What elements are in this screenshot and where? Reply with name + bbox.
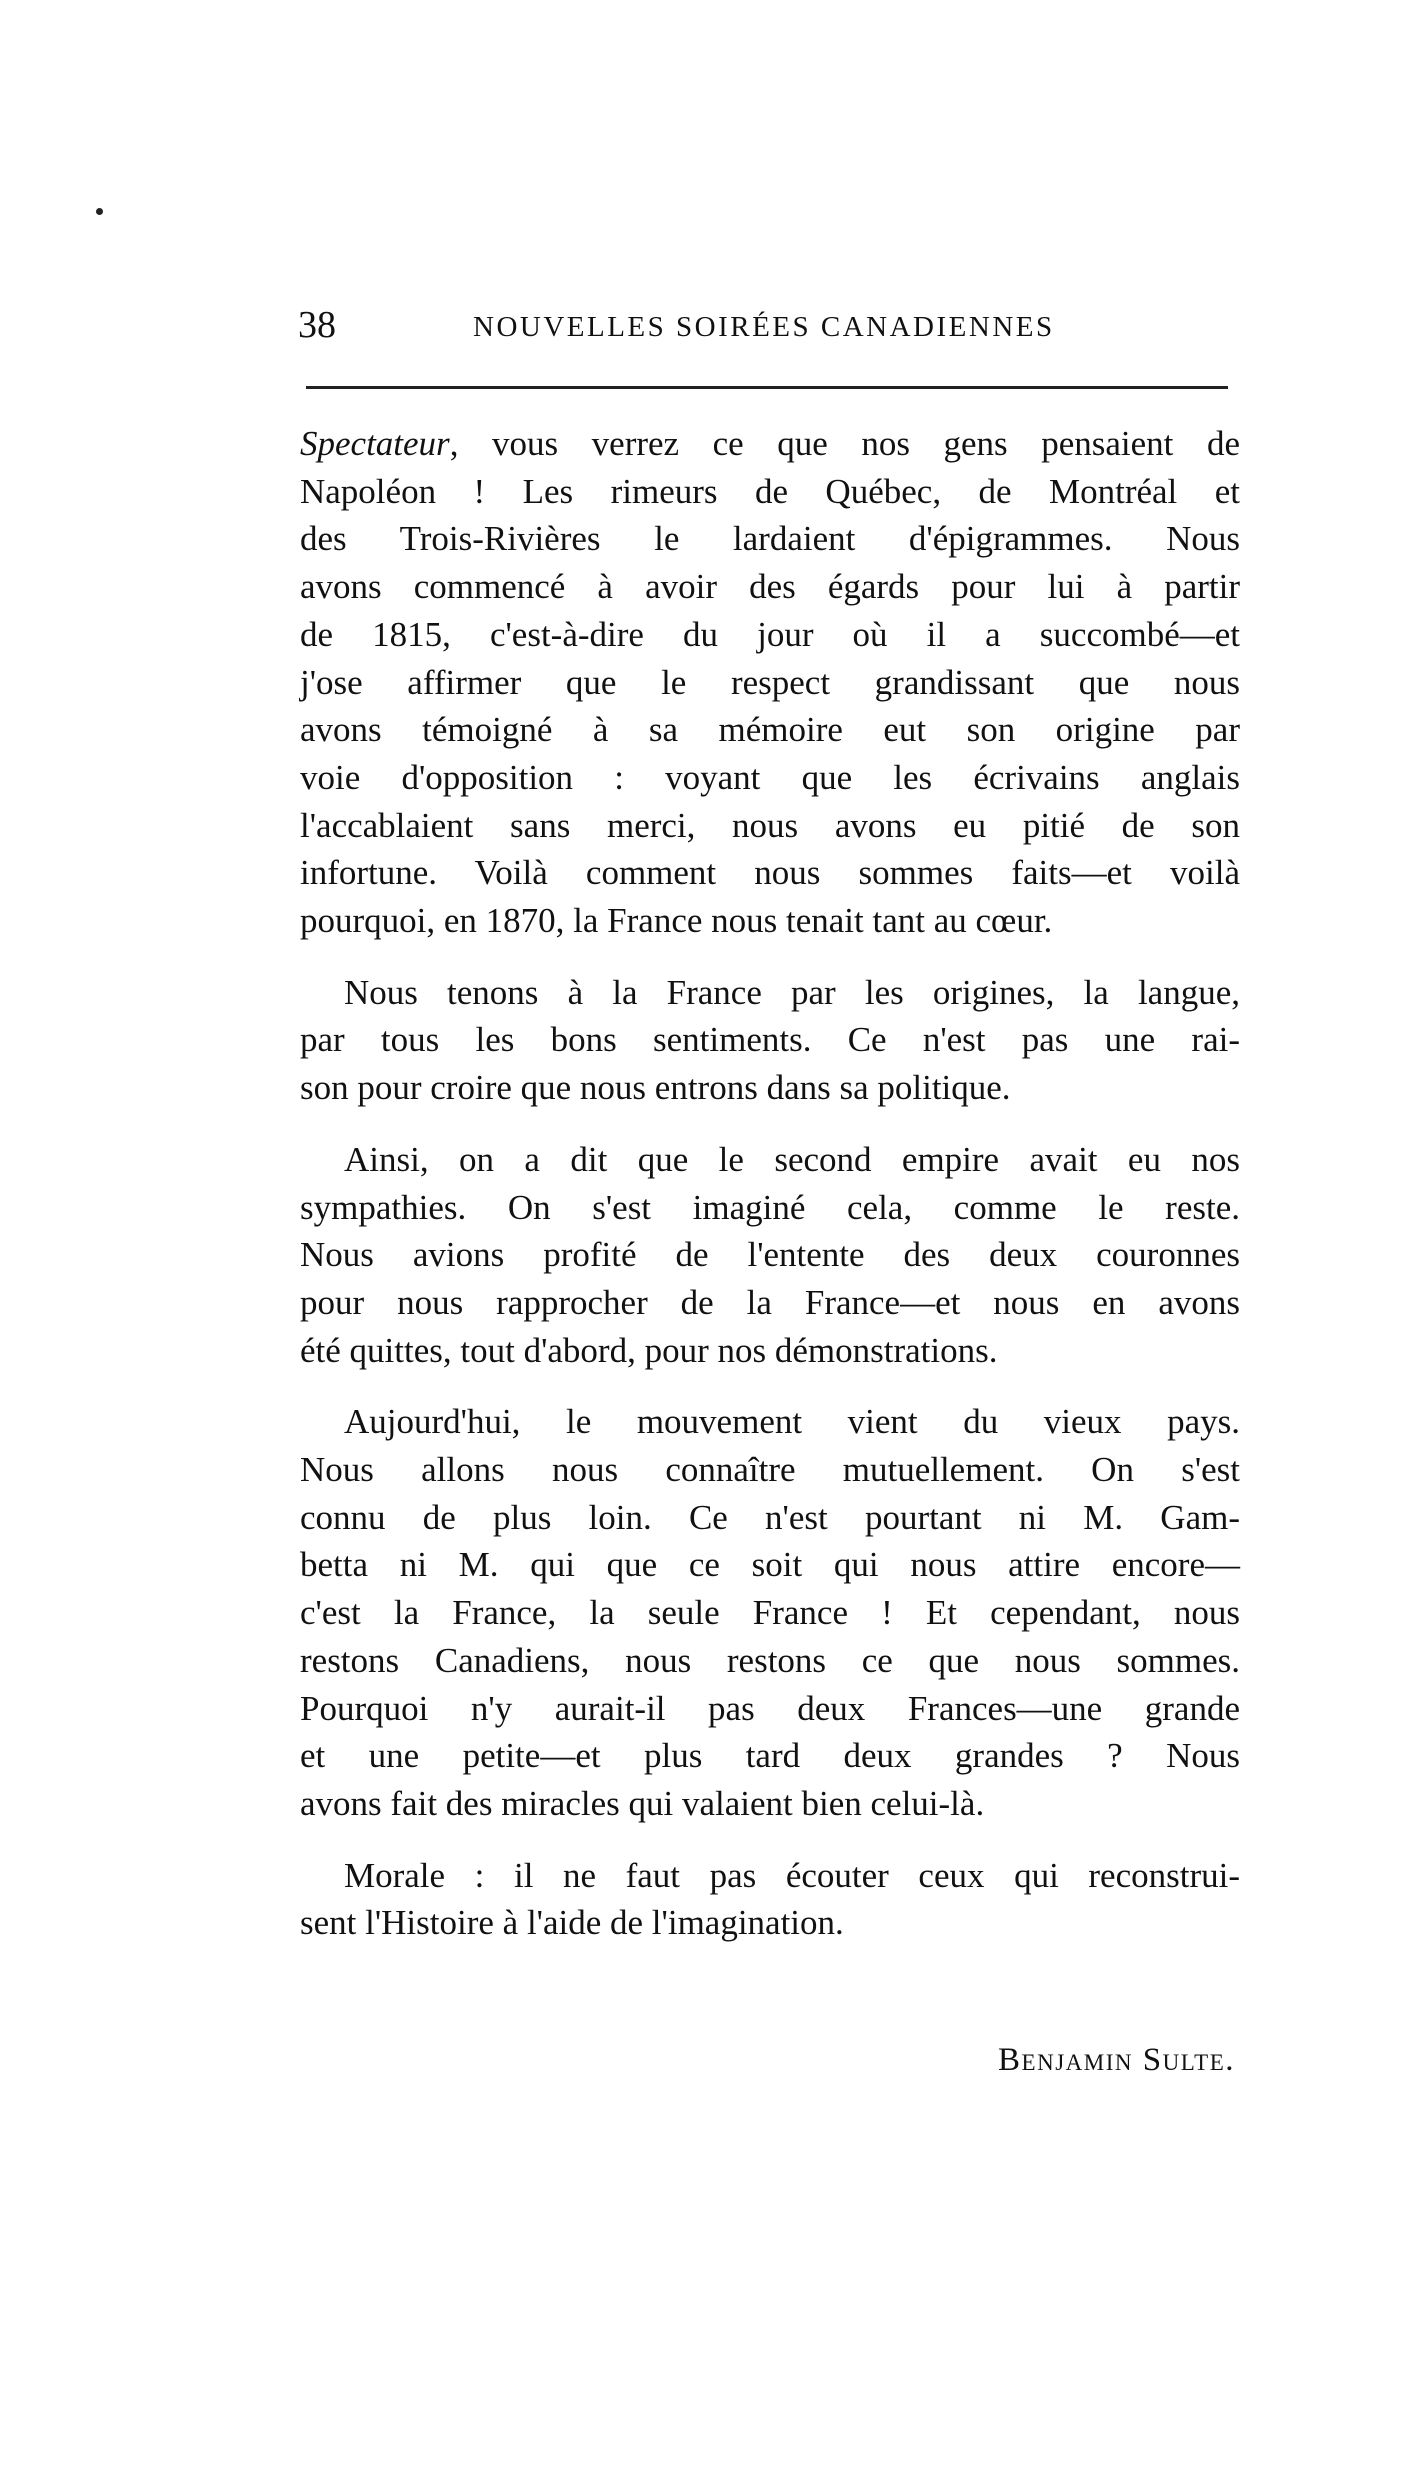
text-line: et une petite—et plus tard deux grandes ? Nous — [300, 1736, 1240, 1776]
text-line: sent l'Histoire à l'aide de l'imagination. — [300, 1903, 844, 1943]
text-line: connu de plus loin. Ce n'est pourtant ni M. Gam- — [300, 1497, 1240, 1537]
italic-word: Spectateur — [300, 424, 450, 463]
text-line: Nous allons nous connaître mutuellement. On s'est — [300, 1450, 1240, 1490]
paragraph-4 — [300, 1398, 1240, 1827]
text-line: voie d'opposition : voyant que les écrivains anglais — [300, 757, 1240, 797]
text-line: c'est la France, la seule France ! Et cependant, nous — [300, 1593, 1240, 1633]
text-line: pourquoi, en 1870, la France nous tenait tant au cœur. — [300, 901, 1053, 941]
text-line: avons témoigné à sa mémoire eut son origine par — [300, 710, 1240, 750]
text-line: par tous les bons sentiments. Ce n'est pas une rai- — [300, 1020, 1240, 1060]
text-line: Morale : il ne faut pas écouter ceux qui reconstrui- — [344, 1855, 1240, 1895]
author-signature: Benjamin Sulte. — [998, 2042, 1235, 2078]
text-line: Napoléon ! Les rimeurs de Québec, de Montréal et — [300, 471, 1240, 511]
text-line: Ainsi, on a dit que le second empire avait eu nos — [344, 1139, 1240, 1179]
text-line: son pour croire que nous entrons dans sa politique. — [300, 1068, 1011, 1108]
text-line: Nous tenons à la France par les origines, la langue, — [344, 972, 1240, 1012]
body-text — [300, 420, 1240, 1971]
header-rule — [306, 386, 1228, 389]
page-number: 38 — [298, 304, 336, 346]
paragraph-2 — [300, 969, 1240, 1112]
text-line: Pourquoi n'y aurait-il pas deux Frances—une grande — [300, 1688, 1240, 1728]
text-line: des Trois-Rivières le lardaient d'épigrammes. Nous — [300, 519, 1240, 559]
paragraph-1 — [300, 420, 1240, 945]
text-line — [300, 420, 1240, 468]
running-head — [298, 300, 1234, 350]
text-line: betta ni M. qui que ce soit qui nous attire encore— — [300, 1545, 1240, 1585]
text-line: avons commencé à avoir des égards pour lui à partir — [300, 567, 1240, 607]
text-line: avons fait des miracles qui valaient bien celui-là. — [300, 1783, 985, 1823]
text-line: été quittes, tout d'abord, pour nos démonstrations. — [300, 1330, 998, 1370]
running-title: NOUVELLES SOIRÉES CANADIENNES — [473, 311, 1055, 343]
text-line: j'ose affirmer que le respect grandissant que nous — [300, 662, 1240, 702]
text-line: pour nous rapprocher de la France—et nous en avons — [300, 1282, 1240, 1322]
stray-ink-mark — [96, 208, 103, 215]
text-line: de 1815, c'est-à-dire du jour où il a succombé—et — [300, 614, 1240, 654]
paragraph-3 — [300, 1136, 1240, 1375]
text-line: l'accablaient sans merci, nous avons eu pitié de son — [300, 805, 1240, 845]
text-line: sympathies. On s'est imaginé cela, comme le reste. — [300, 1187, 1240, 1227]
text-line: infortune. Voilà comment nous sommes faits—et voilà — [300, 853, 1240, 893]
text-fragment: , vous verrez ce que nos gens pensaient de — [449, 424, 1240, 463]
text-line: restons Canadiens, nous restons ce que nous sommes. — [300, 1640, 1240, 1680]
text-line: Aujourd'hui, le mouvement vient du vieux pays. — [344, 1402, 1240, 1442]
text-line: Nous avions profité de l'entente des deux couronnes — [300, 1235, 1240, 1275]
paragraph-5 — [300, 1852, 1240, 1947]
